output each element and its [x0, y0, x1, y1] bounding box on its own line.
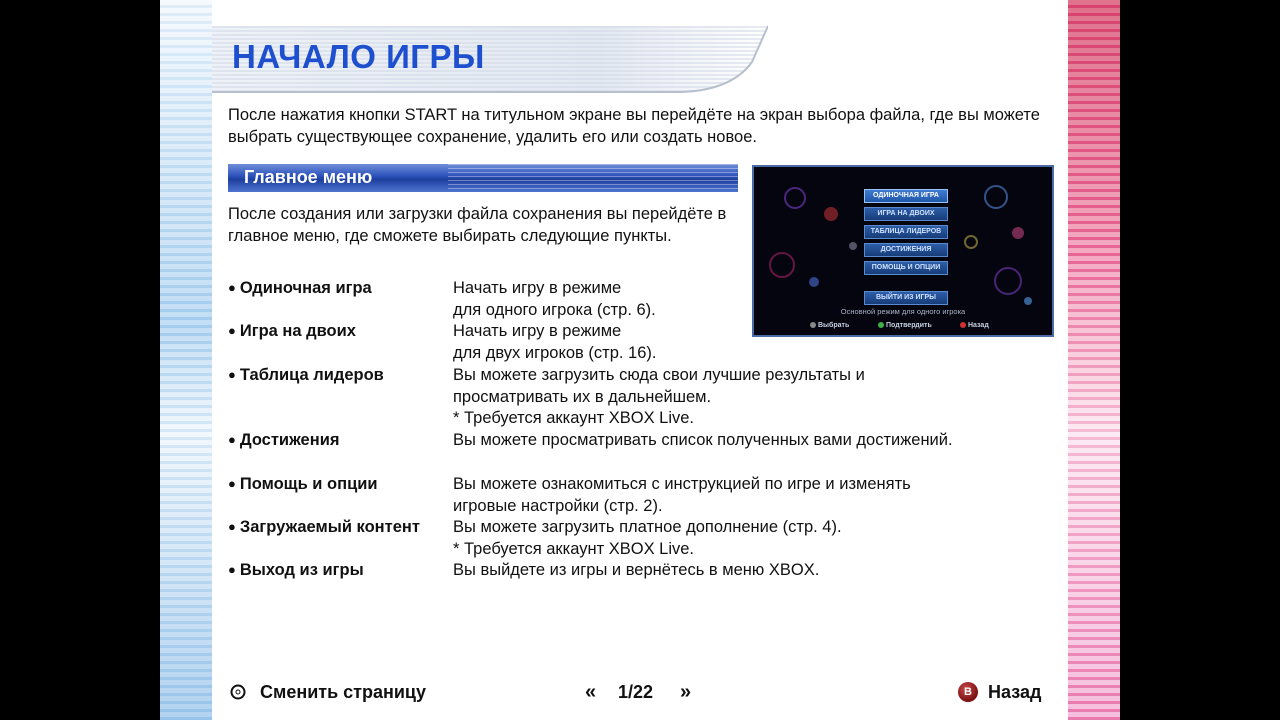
- screenshot-menu-item: ИГРА НА ДВОИХ: [864, 207, 948, 221]
- bubble-decoration: [964, 235, 978, 249]
- game-menu-screenshot: [752, 165, 1054, 337]
- page-title: НАЧАЛО ИГРЫ: [232, 38, 485, 75]
- bubble-decoration: [784, 187, 806, 209]
- back-button[interactable]: Назад: [988, 682, 1042, 702]
- screenshot-hint-confirm: [878, 322, 932, 329]
- bubble-decoration: [769, 252, 795, 278]
- item-name: ● Таблица лидеров: [228, 365, 384, 387]
- prev-page-icon[interactable]: «: [585, 681, 597, 703]
- item-name: ● Помощь и опции: [228, 474, 378, 496]
- item-desc-line: для двух игроков (стр. 16).: [453, 343, 657, 362]
- footer-nav: [160, 676, 1120, 710]
- bubble-decoration: [824, 207, 838, 221]
- page-number: 1/22: [618, 682, 654, 702]
- screenshot-menu-item: ВЫЙТИ ИЗ ИГРЫ: [864, 291, 948, 305]
- bubble-decoration: [984, 185, 1008, 209]
- item-name: ● Игра на двоих: [228, 321, 356, 343]
- screenshot-caption: Основной режим для одного игрока: [840, 307, 966, 316]
- manual-page: [160, 0, 1120, 720]
- item-desc-line: Вы можете загрузить сюда свои лучшие результаты и: [453, 366, 865, 384]
- item-desc-line: Начать игру в режиме: [453, 279, 622, 297]
- screenshot-menu-item: ТАБЛИЦА ЛИДЕРОВ: [864, 225, 948, 239]
- item-desc-line: Вы можете загрузить платное дополнение (стр. 4).: [453, 518, 842, 536]
- right-decorative-stripe: [1068, 0, 1120, 720]
- left-decorative-stripe: [160, 0, 212, 720]
- item-desc-line: игровые настройки (стр. 2).: [453, 496, 663, 515]
- bubble-decoration: [1024, 297, 1032, 305]
- hint-label: Назад: [968, 322, 989, 329]
- item-description: [453, 430, 1053, 452]
- bubble-decoration: [994, 267, 1022, 295]
- item-desc-line: * Требуется аккаунт XBOX Live.: [453, 539, 695, 558]
- a-button-icon: [878, 322, 884, 328]
- item-desc-line: Вы выйдете из игры и вернётесь в меню XBOX.: [453, 561, 820, 579]
- dpad-icon: [810, 322, 816, 328]
- item-name: ● Загружаемый контент: [228, 517, 420, 539]
- item-description: [453, 560, 1053, 582]
- screenshot-hint-back: [960, 322, 989, 329]
- screenshot-menu: [864, 189, 948, 309]
- item-desc-line: Вы можете просматривать список полученных вами достижений.: [453, 431, 953, 449]
- item-desc-line: Вы можете ознакомиться с инструкцией по игре и изменять: [453, 475, 911, 493]
- item-desc-line: Начать игру в режиме: [453, 322, 622, 340]
- screenshot-menu-item: ПОМОЩЬ И ОПЦИИ: [864, 261, 948, 275]
- item-description: [453, 474, 1053, 517]
- intro-text: После нажатия кнопки START на титульном экране вы перейдёте на экран выбора файла, где вы можете выбрать существующее сохранение, удалить его или создать новое.: [228, 106, 1040, 146]
- dpad-icon: [230, 684, 246, 700]
- screenshot-menu-item: ДОСТИЖЕНИЯ: [864, 243, 948, 257]
- item-description: [453, 365, 1053, 430]
- item-name: ● Одиночная игра: [228, 278, 372, 300]
- hint-label: Подтвердить: [886, 322, 932, 329]
- section-description: После создания или загрузки файла сохранения вы перейдёте в главное меню, где сможете выбирать следующие пункты.: [228, 205, 727, 245]
- next-page-icon[interactable]: »: [680, 681, 692, 703]
- item-desc-line: просматривать их в дальнейшем.: [453, 387, 712, 406]
- item-description: [453, 517, 1053, 560]
- item-name: ● Достижения: [228, 430, 339, 452]
- bubble-decoration: [849, 242, 857, 250]
- hint-label: Выбрать: [818, 322, 850, 329]
- screenshot-menu-item: ОДИНОЧНАЯ ИГРА: [864, 189, 948, 203]
- screenshot-hint-select: [810, 322, 849, 329]
- section-title: Главное меню: [244, 167, 373, 187]
- item-desc-line: для одного игрока (стр. 6).: [453, 300, 656, 319]
- item-name: ● Выход из игры: [228, 560, 364, 582]
- b-button-icon[interactable]: B: [958, 682, 978, 702]
- bubble-decoration: [809, 277, 819, 287]
- b-button-icon: [960, 322, 966, 328]
- switch-page-label[interactable]: Сменить страницу: [260, 682, 426, 702]
- item-desc-line: * Требуется аккаунт XBOX Live.: [453, 409, 695, 428]
- bubble-decoration: [1012, 227, 1024, 239]
